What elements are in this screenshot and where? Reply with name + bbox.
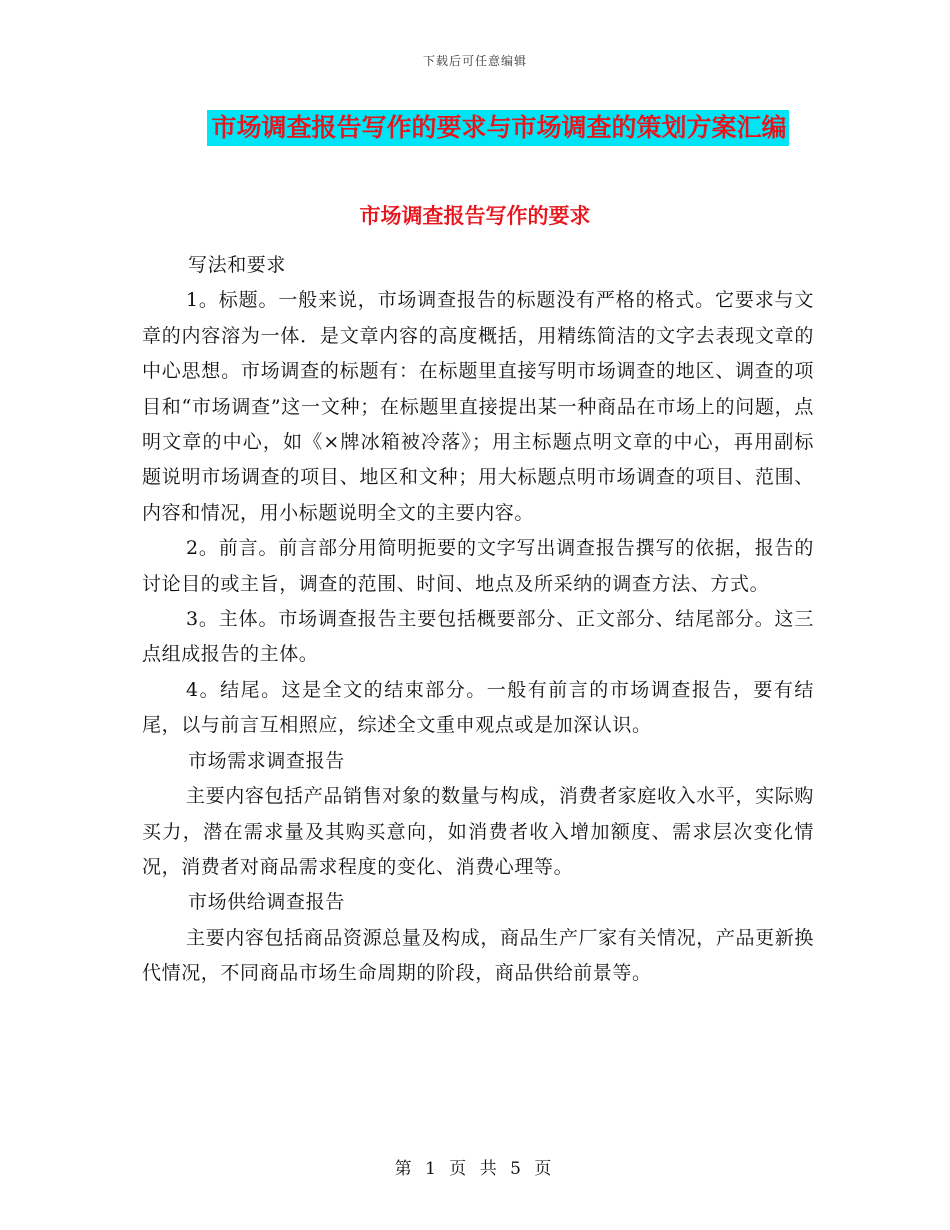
document-title: 市场调查报告写作的要求与市场调查的策划方案汇编 bbox=[207, 110, 788, 146]
subheading-supply-report: 市场供给调查报告 bbox=[188, 891, 345, 914]
section-title: 市场调查报告写作的要求 bbox=[359, 203, 591, 228]
subheading-demand-report: 市场需求调查报告 bbox=[188, 749, 345, 772]
header-note: 下载后可任意编辑 bbox=[422, 54, 527, 68]
paragraph-supply-content: 主要内容包括商品资源总量及构成，商品生产厂家有关情况，产品更新换代情况，不同商品市场生命周期的阶段，商品供给前景等。 bbox=[142, 926, 814, 985]
subheading-writing-requirements: 写法和要求 bbox=[188, 254, 287, 276]
paragraph-demand-content: 主要内容包括产品销售对象的数量与构成，消费者家庭收入水平，实际购买力，潜在需求量及其购买意向，如消费者收入增加额度、需求层次变化情况，消费者对商品需求程度的变化、消费心理等。 bbox=[142, 785, 814, 878]
paragraph-title: 1。标题。一般来说，市场调查报告的标题没有严格的格式。它要求与文章的内容溶为一体．是文章内容的高度概括，用精练简洁的文字去表现文章的中心思想。市场调查的标题有：在标题里直接写明市场调查的地区、调查的项目和“市场调查”这一文种；在标题里直接提出某一种商品在市场上的问题，点明文章的中心，如《×牌冰箱被冷落》；用主标题点明文章的中心，再用副标题说明市场调查的项目、地区和文种；用大标题点明市场调查的项目、范围、内容和情况，用小标题说明全文的主要内容。 bbox=[142, 289, 814, 524]
paragraph-ending: 4。结尾。这是全文的结束部分。一般有前言的市场调查报告，要有结尾，以与前言互相照应，综述全文重申观点或是加深认识。 bbox=[142, 678, 814, 737]
paragraph-main-body: 3。主体。市场调查报告主要包括概要部分、正文部分、结尾部分。这三点组成报告的主体。 bbox=[142, 608, 814, 666]
document-title-container bbox=[0, 110, 950, 146]
paragraph-preface: 2。前言。前言部分用简明扼要的文字写出调查报告撰写的依据，报告的讨论目的或主旨，调查的范围、时间、地点及所采纳的调查方法、方式。 bbox=[142, 537, 814, 595]
page-footer: 第 1 页 共 5 页 bbox=[394, 1159, 556, 1179]
document-body bbox=[142, 248, 814, 992]
